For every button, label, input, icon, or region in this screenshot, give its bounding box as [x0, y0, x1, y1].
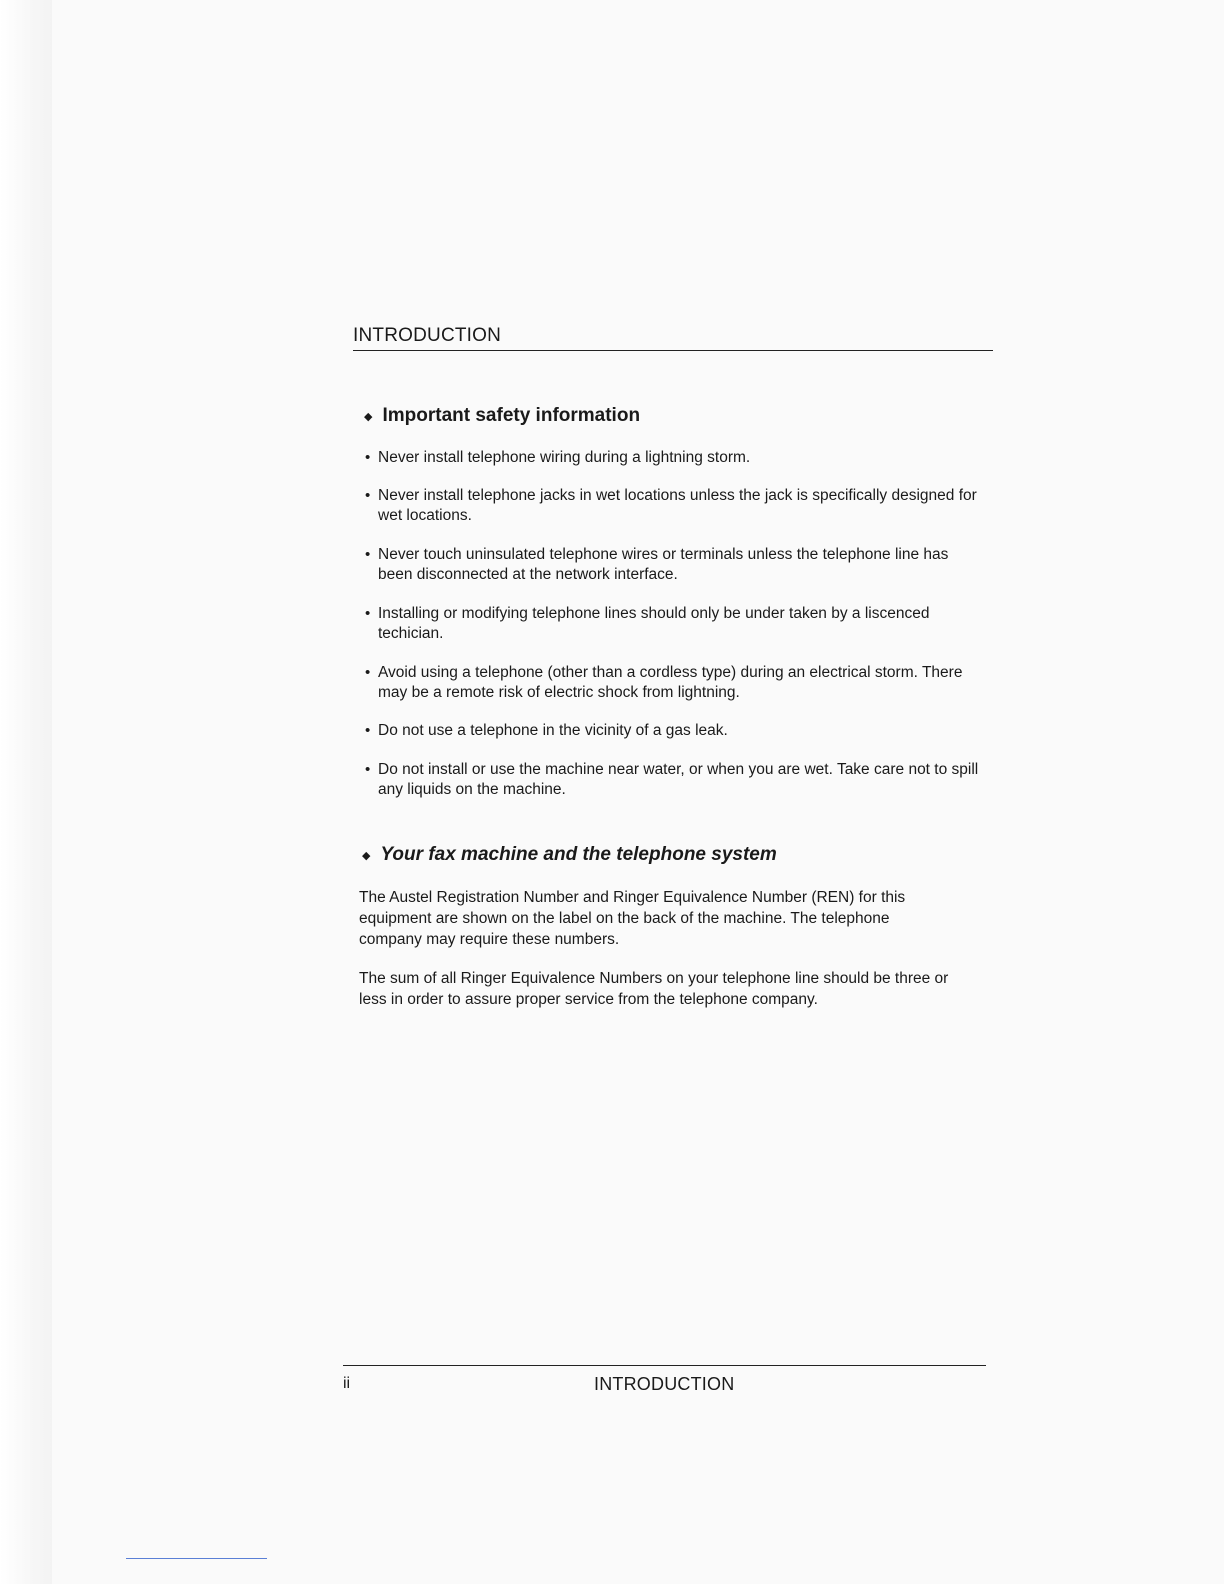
footer-title: INTRODUCTION: [594, 1374, 735, 1394]
round-bullet-icon: •: [365, 546, 371, 563]
round-bullet-icon: •: [365, 449, 371, 466]
fax-heading: [353, 843, 993, 867]
list-item: [353, 721, 993, 741]
paragraph: The sum of all Ringer Equivalence Numbers on your telephone line should be three or less in order to assure proper service from the telephone company.: [359, 970, 949, 1008]
list-item: [353, 663, 993, 703]
round-bullet-icon: •: [365, 487, 371, 504]
fax-heading-text: Your fax machine and the telephone system: [380, 844, 777, 865]
list-item-text: Never touch uninsulated telephone wires or terminals unless the telephone line has been disconnected at the network interface.: [378, 546, 949, 583]
round-bullet-icon: •: [365, 722, 371, 739]
list-item-text: Do not use a telephone in the vicinity of a gas leak.: [378, 722, 728, 739]
safety-list: [353, 448, 993, 800]
list-item-text: Never install telephone wiring during a lightning storm.: [378, 449, 751, 466]
running-header: [353, 324, 993, 351]
running-header-title: INTRODUCTION: [353, 325, 502, 346]
list-item-text: Never install telephone jacks in wet locations unless the jack is specifically designed for wet locations.: [378, 487, 977, 524]
fax-section: [353, 843, 993, 1010]
paragraph: The Austel Registration Number and Ringer Equivalence Number (REN) for this equipment are shown on the label on the back of the machine. The telephone company may require these numbers.: [359, 889, 906, 948]
diamond-bullet-icon: ◆: [362, 850, 371, 862]
list-item-text: Do not install or use the machine near water, or when you are wet. Take care not to spill any liquids on the machine.: [378, 761, 979, 798]
safety-heading: [353, 404, 993, 428]
list-item-text: Avoid using a telephone (other than a cordless type) during an electrical storm. There may be a remote risk of electric shock from lightning.: [378, 664, 963, 701]
list-item: [353, 604, 993, 644]
footer-page-number: ii: [343, 1375, 351, 1392]
round-bullet-icon: •: [365, 664, 371, 681]
scan-artifact-line: [126, 1558, 267, 1559]
list-item: [353, 448, 993, 468]
list-item: [353, 760, 993, 800]
list-item: [353, 486, 993, 526]
list-item: [353, 545, 993, 585]
round-bullet-icon: •: [365, 761, 371, 778]
list-item-text: Installing or modifying telephone lines should only be under taken by a liscenced techician.: [378, 605, 930, 642]
diamond-bullet-icon: ◆: [364, 411, 373, 423]
safety-heading-text: Important safety information: [382, 405, 641, 426]
safety-section: [353, 404, 993, 800]
footer-rule: [343, 1365, 986, 1366]
round-bullet-icon: •: [365, 605, 371, 622]
